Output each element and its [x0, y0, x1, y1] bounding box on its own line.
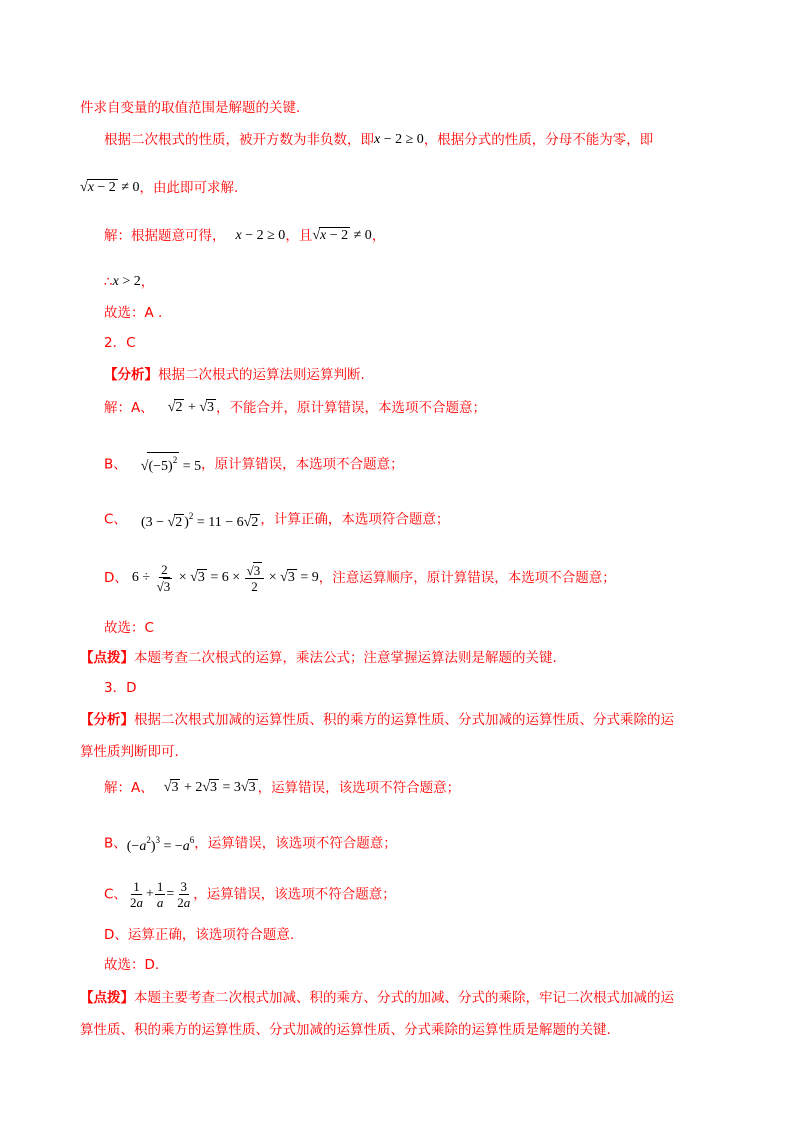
text-line — [104, 879, 396, 910]
math-expression: $\frac{1}{2a}$ + $\frac{1}{a}$ = $\frac{3}{2a}$ — [129, 879, 191, 910]
math-expression: $√(-5)^2 = 5$ — [141, 452, 201, 477]
analysis-tag: 【分析】 — [80, 712, 134, 728]
therefore-symbol: ∴ — [104, 274, 113, 290]
text-line: 算性质判断即可. — [80, 744, 179, 760]
text-span: ，由此即可求解. — [139, 180, 239, 196]
text-span: C、 — [104, 886, 127, 903]
math-expression: x − 2 ≥ 0 — [374, 132, 424, 147]
math-expression: √x − 2 ≠ 0 — [80, 180, 140, 195]
math-expression: x > 2 — [112, 274, 141, 289]
text-span: B、 — [104, 835, 127, 852]
text-span: 解：A、 — [104, 780, 154, 796]
text-span: 根据二次根式的运算法则运算判断. — [158, 367, 365, 383]
text-span: ，运算错误，该选项不符合题意； — [194, 835, 397, 852]
math-expression: 6 ÷ $\frac{2}{√3}$ × √3 = 6 × $\frac{√3}{2}$ × √3 = 9 — [131, 562, 319, 594]
question-number: 2．C — [104, 335, 136, 351]
text-span: 根据二次根式加减的运算性质、积的乘方的运算性质、分式加减的运算性质、分式乘除的运 — [134, 712, 674, 728]
text-line — [104, 830, 397, 857]
analysis-line — [80, 710, 674, 730]
tip-tag: 【点拨】 — [80, 990, 134, 1006]
text-line — [104, 778, 460, 798]
text-line — [104, 398, 486, 418]
text-span: D、 — [104, 570, 128, 586]
analysis-tag: 【分析】 — [104, 367, 158, 383]
text-line — [104, 562, 616, 594]
text-span: ，根据分式的性质，分母不能为零，即 — [423, 132, 654, 148]
text-line: D、运算正确，该选项符合题意. — [104, 927, 295, 943]
text-line — [104, 130, 653, 150]
text-span: 解：根据题意可得， — [104, 228, 226, 244]
text-span: ，计算正确，本选项符合题意； — [260, 511, 450, 528]
text-line — [104, 506, 449, 533]
text-line: 算性质、积的乘方的运算性质、分式加减的运算性质、分式乘除的运算性质是解题的关键. — [80, 1022, 611, 1038]
tip-tag: 【点拨】 — [80, 650, 134, 666]
math-expression: x − 2 ≥ 0 — [235, 228, 286, 243]
text-span: ，原计算错误，本选项不合题意； — [201, 456, 404, 473]
tip-line — [80, 988, 674, 1008]
text-span: ，不能合并，原计算错误，本选项不合题意； — [216, 400, 487, 416]
math-expression: $(-a^2)^3 = -a^6$ — [126, 835, 195, 854]
text-span: ，运算错误，该选项不符合题意； — [257, 780, 461, 796]
math-expression: √2 + √3 — [167, 400, 215, 415]
text-span: ，且 — [285, 228, 313, 244]
text-span: 根据二次根式的性质，被开方数为非负数，即 — [104, 132, 374, 148]
text-span: ，注意运算顺序，原计算错误，本选项不合题意； — [318, 570, 616, 586]
text-line: 故选：D. — [104, 957, 160, 973]
text-span: 本题考查二次根式的运算，乘法公式；注意掌握运算法则是解题的关键. — [134, 650, 557, 666]
analysis-line — [104, 365, 365, 385]
text-line — [104, 452, 404, 477]
text-span: 本题主要考查二次根式加减、积的乘方、分式的加减、分式的乘除，牢记二次根式加减的运 — [134, 990, 674, 1006]
tip-line — [80, 648, 557, 668]
text-line — [104, 226, 385, 246]
text-span: ，运算错误，该选项不符合题意； — [193, 886, 396, 903]
question-number: 3．D — [104, 680, 137, 696]
text-span: ， — [140, 274, 155, 290]
text-span: 解：A、 — [104, 400, 154, 416]
text-line: 故选：A . — [104, 305, 163, 321]
text-line: 故选：C — [104, 620, 154, 636]
text-span: B、 — [104, 456, 127, 473]
math-expression: (3 − √2 )$^2$ = 11 − 6√2 — [140, 511, 259, 530]
text-line — [104, 272, 154, 292]
math-expression: √x − 2 ≠ 0 — [312, 228, 372, 243]
math-expression: √3 + 2√3 = 3√3 — [163, 780, 256, 795]
text-line — [80, 178, 238, 198]
text-line: 件求自变量的取值范围是解题的关键. — [80, 100, 301, 116]
text-span: ， — [371, 228, 386, 244]
text-span: C、 — [104, 511, 127, 528]
